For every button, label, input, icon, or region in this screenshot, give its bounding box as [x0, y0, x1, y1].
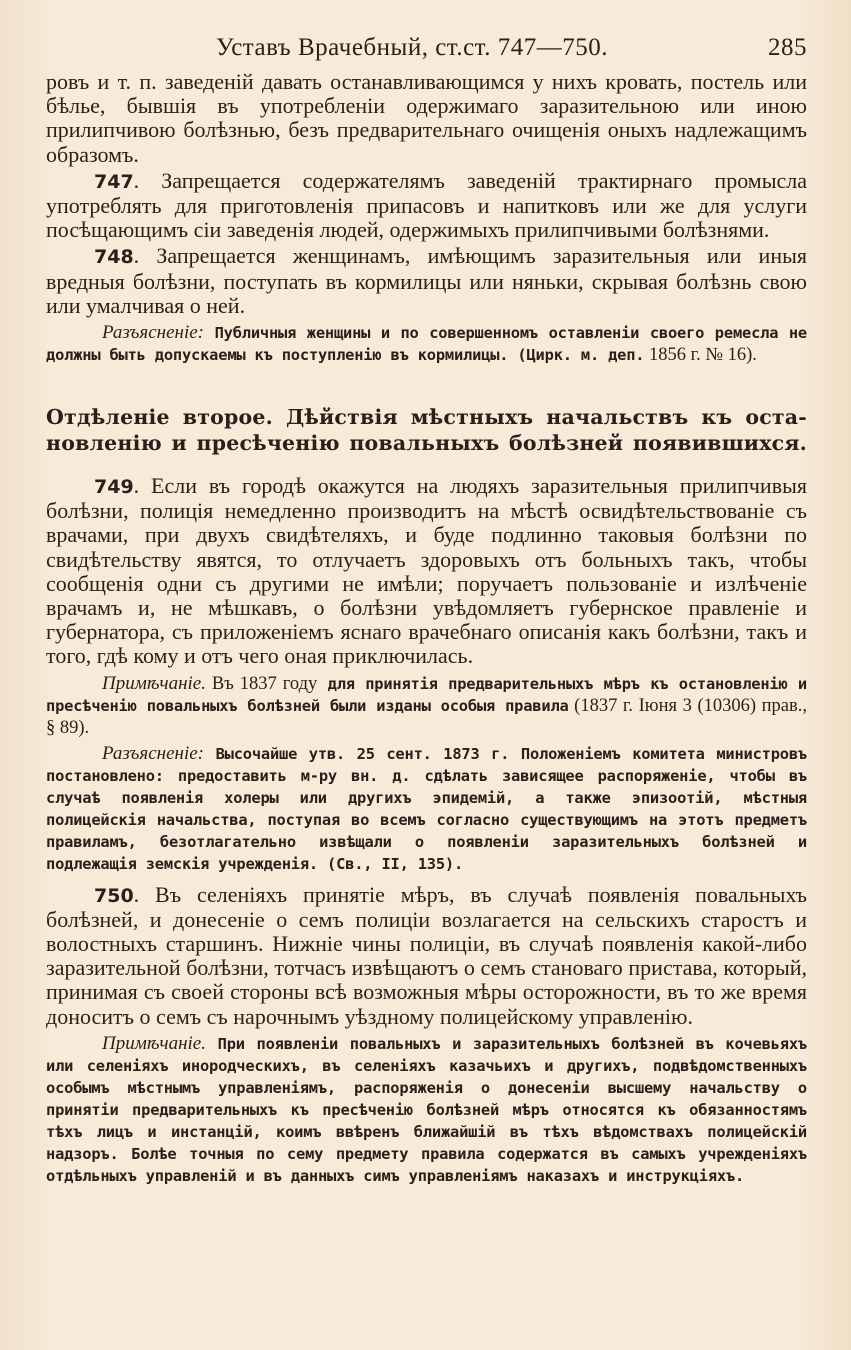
note-text: для принятія предварительныхъ мѣръ къ остановленію и пресѣченію повальныхъ болѣзней были изданы особыя правила: [46, 674, 807, 715]
article-748: [46, 244, 807, 318]
note-lead: Примѣчаніе.: [102, 1032, 206, 1054]
article-number: 750: [94, 884, 134, 907]
note-lead: Разъясненіе:: [102, 742, 204, 764]
note-749-razyasnenie: [46, 743, 807, 875]
article-text: . Если въ городѣ окажутся на людяхъ заразительныя прилипчивыя болѣзни, полиція немедленно производитъ на мѣстѣ освидѣтельствованіе съ врачами, при двухъ свидѣтеляхъ, и буде подлинно таковыя болѣзни по свидѣтельству явятся, то отлучаетъ здоровыхъ отъ больныхъ такъ, чтобы сообщенія одни съ другими не имѣли; поручаетъ пользованіе и излѣченіе врачамъ и, не мѣшкавъ, о болѣзни увѣдомляетъ губернское правленіе и губернатора, съ приложеніемъ яснаго врачебнаго описанія какъ болѣзни, такъ и того, гдѣ кому и отъ чего оная приключилась.: [46, 473, 807, 669]
running-title: Уставъ Врачебный, ст.ст. 747—750.: [216, 34, 608, 61]
article-number: 749: [94, 476, 134, 499]
article-text: . Запрещается женщинамъ, имѣющимъ заразительныя или иныя вредныя болѣзни, поступать въ кормилицы или няньки, скрывая болѣзнь свою или умалчивая о ней.: [46, 243, 807, 318]
article-number: 748: [94, 246, 134, 269]
article-750: [46, 883, 807, 1029]
note-text: При появленіи повальныхъ и заразительныхъ болѣзней въ кочевьяхъ или селеніяхъ инородческихъ, въ селеніяхъ казачьихъ и другихъ, подвѣдомственныхъ особымъ мѣстнымъ управленіямъ, распоряженія о донесеніи высшему начальству о принятіи предварительныхъ къ пресѣченію болѣзней мѣръ относятся къ обязанностямъ тѣхъ лицъ и инстанцій, коимъ ввѣренъ ближайшій въ тѣхъ вѣдомствахъ полицейскій надзоръ. Болѣе точныя по сему предмету правила содержатся въ самыхъ учрежденіяхъ отдѣльныхъ управленій и въ данныхъ симъ управленіямъ наказахъ и инструкціяхъ.: [46, 1034, 807, 1185]
article-text: . Запрещается содержателямъ заведеній трактирнаго промысла употреблять для приготовленія припасовъ и напитковъ или же для услуги посѣщающимъ сіи заведенія людей, одержимыхъ прилипчивыми болѣзнями.: [46, 167, 807, 243]
article-747: [46, 169, 807, 243]
note-citation: 1856 г. № 16).: [644, 345, 757, 366]
note-lead: Разъясненіе:: [102, 322, 204, 344]
article-749: [46, 474, 807, 669]
note-text: Высочайше утв. 25 сент. 1873 г. Положеніемъ комитета министровъ постановлено: предоставить м-ру вн. д. сдѣлать зависящее распоряженіе, чтобы въ случаѣ появленія холеры или другихъ эпидемій, а также эпизоотій, мѣстныя полицейскія начальства, поступая во всемъ согласно существующимъ на этотъ предметъ правиламъ, безотлагательно извѣщали о появленіи заразительныхъ болѣзней и подлежащія земскія учрежденія. (Св., II, 135).: [46, 744, 807, 873]
section-heading: [46, 404, 807, 456]
note-748: [46, 322, 807, 366]
note-citation: (1837 г. Іюня 3 (10306) прав., § 89).: [46, 695, 807, 738]
article-text: . Въ селеніяхъ принятіе мѣръ, въ случаѣ появленія повальныхъ болѣзней, и донесеніе о семъ полиціи возлагается на сельскихъ старостъ и волостныхъ старшинъ. Нижніе чины полиціи, въ случаѣ появленія какой-либо заразительной болѣзни, тотчасъ извѣщаютъ о семъ становаго пристава, который, принимая съ своей стороны всѣ возможныя мѣры осторожности, въ то же время доноситъ о семъ съ нарочнымъ уѣздному полицейскому управленію.: [46, 881, 807, 1029]
section-heading-line-1: Отдѣленіе второе. Дѣйствія мѣстныхъ начальствъ къ оста-: [46, 405, 807, 430]
continuation-paragraph: ровъ и т. п. заведеній давать останавливающимся у нихъ кровать, постель или бѣлье, бывшія въ употребленіи одержимаго заразительною или иною прилипчивою болѣзнью, безъ предварительнаго очищенія оныхъ надлежащимъ образомъ.: [46, 69, 807, 167]
note-year: Въ 1837 году: [205, 673, 318, 694]
page-number: 285: [768, 34, 807, 61]
running-header: [46, 34, 807, 62]
note-lead: Примѣчаніе.: [102, 672, 206, 694]
note-750: [46, 1033, 807, 1187]
article-number: 747: [94, 170, 134, 193]
section-heading-line-2: новленію и пресѣченію повальныхъ болѣзней появившихся.: [46, 431, 807, 456]
note-749-primechanie: [46, 673, 807, 739]
note-text: Публичныя женщины и по совершенномъ оставленіи своего ремесла не должны быть допускаемы къ поступленію въ кормилицы. (Цирк. м. деп.: [46, 324, 807, 365]
